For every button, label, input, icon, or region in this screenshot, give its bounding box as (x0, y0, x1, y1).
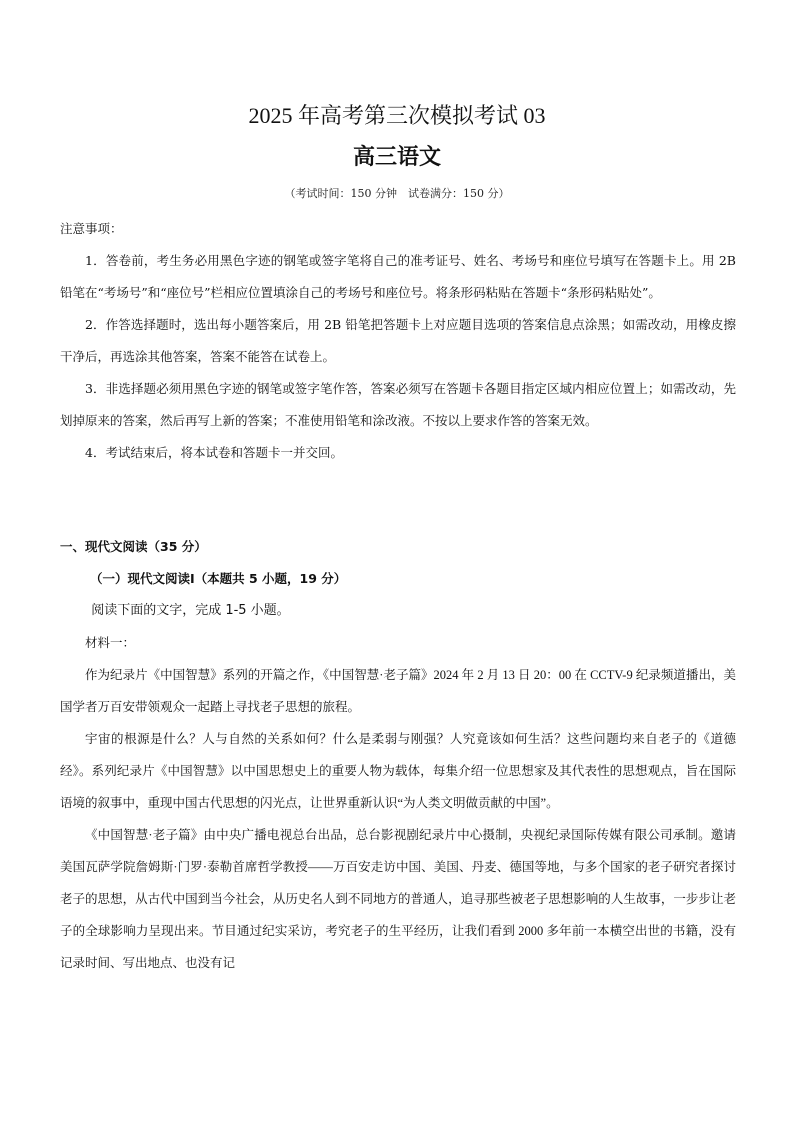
subsection-heading: （一）现代文阅读Ⅰ（本题共 5 小题，19 分） (90, 571, 347, 586)
note-item: 2．作答选择题时，选出每小题答案后，用 2B 铅笔把答题卡上对应题目选项的答案信息点涂黑；如需改动，用橡皮擦干净后，再选涂其他答案，答案不能答在试卷上。 (60, 317, 736, 364)
section-heading: 一、现代文阅读（35 分） (60, 539, 207, 554)
page-title: 2025 年高考第三次模拟考试 03 (248, 103, 546, 128)
instruction-text: 阅读下面的文字，完成 1-5 小题。 (91, 603, 290, 618)
page-subtitle: 高三语文 (352, 145, 441, 170)
notes-block (60, 213, 736, 469)
material-label: 材料一： (85, 635, 136, 650)
reading-section (60, 531, 736, 979)
passage-paragraph: 宇宙的根源是什么？人与自然的关系如何？什么是柔弱与刚强？人究竟该如何生活？这些问题均来自老子的《道德经》。系列纪录片《中国智慧》以中国思想史上的重要人物为载体，每集介绍一位思想家及其代表性的思想观点，旨在国际语境的叙事中，重现中国古代思想的闪光点，让世界重新认识“为人类文明做贡献的中国”。 (60, 732, 736, 810)
passage-paragraph: 作为纪录片《中国智慧》系列的开篇之作，《中国智慧·老子篇》2024 年 2 月 13 日 20：00 在 CCTV-9 纪录频道播出，美国学者万百安带领观众一起踏上寻找老子思想的旅程。 (60, 668, 736, 714)
exam-info: （考试时间：150 分钟 试卷满分：150 分） (284, 187, 510, 200)
note-item: 3．非选择题必须用黑色字迹的钢笔或签字笔作答，答案必须写在答题卡各题目指定区域内相应位置上；如需改动，先划掉原来的答案，然后再写上新的答案；不准使用铅笔和涂改液。不按以上要求作答的答案无效。 (60, 381, 736, 428)
note-item: 1．答卷前，考生务必用黑色字迹的钢笔或签字笔将自己的准考证号、姓名、考场号和座位号填写在答题卡上。用 2B 铅笔在“考场号”和“座位号”栏相应位置填涂自己的考场号和座位号。将条形码粘贴在答题卡“条形码粘贴处”。 (60, 253, 736, 300)
notes-heading: 注意事项： (60, 221, 123, 236)
passage-paragraph: 《中国智慧·老子篇》由中央广播电视总台出品，总台影视剧纪录片中心摄制，央视纪录国际传媒有限公司承制。邀请美国瓦萨学院詹姆斯·门罗·泰勒首席哲学教授——万百安走访中国、美国、丹麦、德国等地，与多个国家的老子研究者探讨老子的思想，从古代中国到当今社会，从历史名人到不同地方的普通人，追寻那些被老子思想影响的人生故事，一步步让老子的全球影响力呈现出来。节目通过纪实采访，考究老子的生平经历，让我们看到 2000 多年前一本横空出世的书籍，没有记录时间、写出地点、也没有记 (60, 828, 736, 970)
note-item: 4．考试结束后，将本试卷和答题卡一并交回。 (85, 445, 343, 460)
